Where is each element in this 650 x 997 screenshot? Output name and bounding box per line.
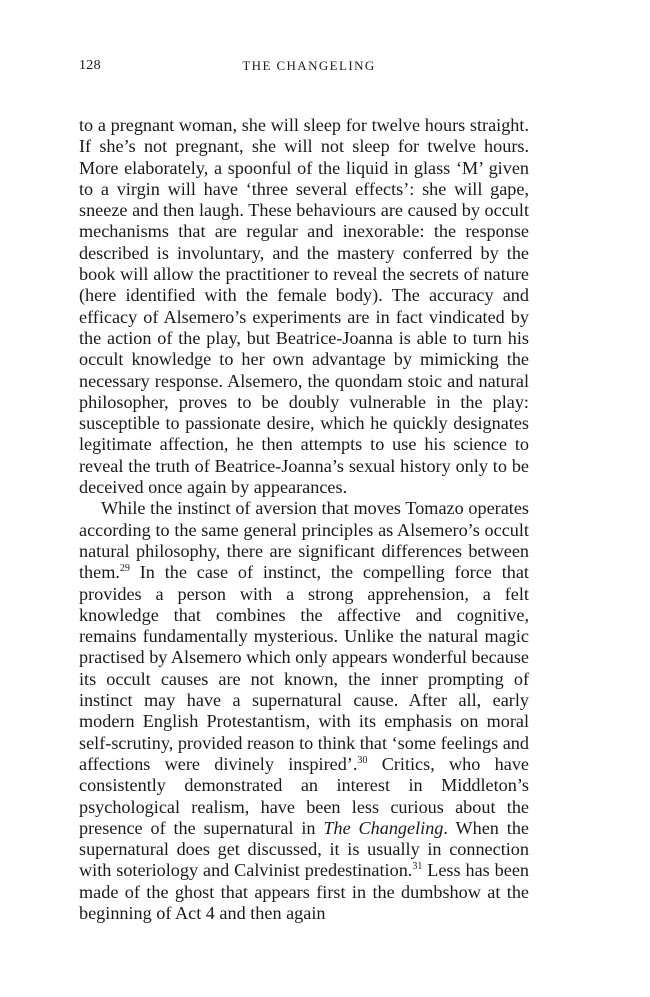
paragraph-2-text-4: . When the supernatural does get discussed, it is usually in connection with soteriology and Calvinist predestination. <box>79 817 529 881</box>
italic-title: The Changeling <box>323 817 444 838</box>
paragraph-2-text-2: In the case of instinct, the compelling force that provides a person with a strong apprehension, a felt knowledge that combines the affective and cognitive, remains fundamentally mysterious. Unlike the natural magic practised by Alsemero which only appears wonderful because its occult causes are not known, the inner prompting of instinct may have a supernatural cause. After all, early modern English Protestantism, with its emphasis on moral self-scrutiny, provided reason to think that ‘some feelings and affections were divinely inspired’. <box>79 562 529 774</box>
paragraph-2 <box>79 498 529 924</box>
paragraph-2-text-1: While the instinct of aversion that moves Tomazo operates according to the same general principles as Alsemero’s occult natural philosophy, there are significant differences between them. <box>79 498 529 583</box>
paragraph-2-text-5: Less has been made of the ghost that appears first in the dumbshow at the beginning of Act 4 and then again <box>79 860 529 923</box>
running-title: THE CHANGELING <box>242 58 376 73</box>
paragraph-1: to a pregnant woman, she will sleep for twelve hours straight. If she’s not pregnant, she will not sleep for twelve hours. More elaborately, a spoonful of the liquid in glass ‘M’ given to a virgin will have ‘three several effects’: she will gape, sneeze and then laugh. These behaviours are caused by occult mechanisms that are regular and inexorable: the response described is involuntary, and the mastery conferred by the book will allow the practitioner to reveal the secrets of nature (here identified with the female body). The accuracy and efficacy of Alsemero’s experiments are in fact vindicated by the action of the play, but Beatrice-Joanna is able to turn his occult knowledge to her own advantage by mimicking the necessary response. Alsemero, the quondam stoic and natural philosopher, proves to be doubly vulnerable in the play: susceptible to passionate desire, which he quickly designates legitimate affection, he then attempts to use his science to reveal the truth of Beatrice-Joanna’s sexual history only to be deceived once again by appearances. <box>79 115 529 498</box>
running-header <box>79 58 529 78</box>
paragraph-2-text-3: Critics, who have consistently demonstrated an interest in Middleton’s psychological realism, have been less curious about the presence of the supernatural in <box>79 753 529 838</box>
footnote-ref-30: 30 <box>357 754 368 766</box>
footnote-ref-31: 31 <box>412 861 423 873</box>
body-text <box>79 115 529 924</box>
page-number: 128 <box>79 58 101 73</box>
footnote-ref-29: 29 <box>119 563 130 575</box>
